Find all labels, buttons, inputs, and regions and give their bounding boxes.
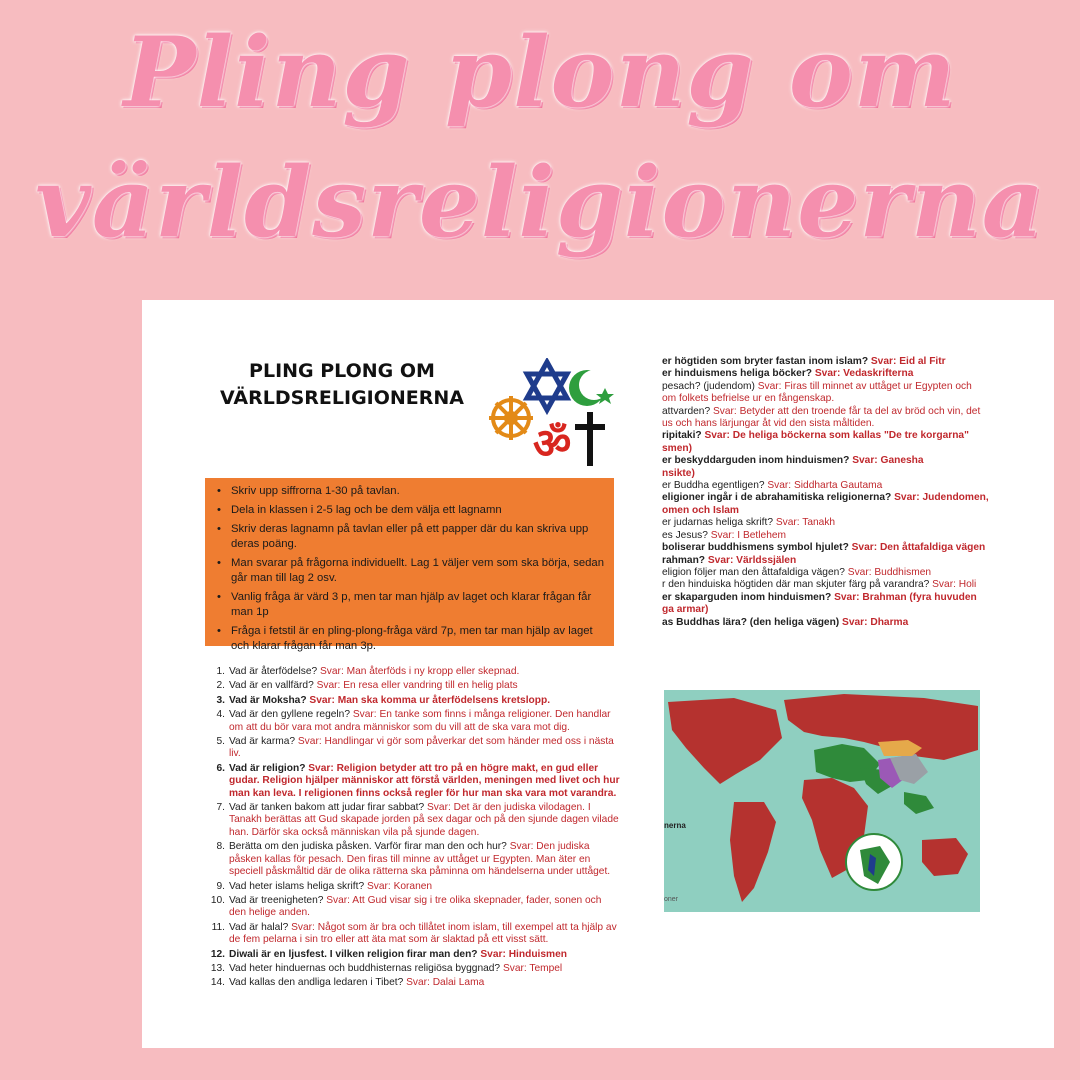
question-text: Vad är Moksha? [229, 694, 310, 706]
question-item [662, 356, 1054, 368]
question-text: eligioner ingår i de abrahamitiska religionerna? [662, 492, 895, 504]
answer-text: Svar: Brahman (fyra huvuden [834, 591, 977, 603]
answer-text: Svar: Ganesha [852, 455, 924, 467]
document-title-line-1: PLING PLONG OM [249, 360, 435, 382]
document-title-line-2: VÄRLDSRELIGIONERNA [219, 387, 465, 409]
instruction-item: • Fråga i fetstil är en pling-plong-fråga värd 7p, men tar man hjälp av laget och klarar frågan får man 3p. [231, 624, 608, 654]
question-number: 10. [210, 894, 225, 906]
question-number: 6. [216, 762, 225, 774]
answer-text: Svar: Siddharta Gautama [767, 480, 883, 492]
map-legend-note: oner [664, 896, 679, 903]
om-icon: ॐ [533, 419, 572, 468]
document-page [142, 300, 1054, 1048]
question-item [205, 695, 620, 707]
crescent-icon [569, 370, 614, 406]
question-number: 14. [210, 977, 225, 989]
answer-text: smen) [662, 442, 693, 454]
question-number: 13. [210, 962, 225, 974]
question-number: 4. [216, 709, 225, 721]
question-item [662, 604, 1054, 616]
header-line-1: Pling plong om [123, 16, 957, 129]
question-text: er hinduismens heliga böcker? [662, 368, 815, 380]
answer-text: Svar: Firas till minnet av uttåget ur Egypten och [757, 380, 972, 392]
question-text: es Jesus? [662, 529, 711, 541]
question-number: 1. [216, 666, 225, 677]
answer-text: Svar: En tanke som finns i många religioner. Den handlar om att du bör vara mot andra människor som du vill att de ska vara mot dig. [229, 709, 611, 733]
instructions-box [205, 478, 614, 652]
question-item [662, 592, 1054, 604]
question-item [662, 530, 1054, 542]
question-item [205, 881, 620, 893]
header-line-2: världsreligionerna [35, 146, 1045, 259]
question-item [205, 666, 620, 678]
question-item [662, 443, 1054, 455]
question-item [662, 368, 1054, 380]
question-item [205, 736, 620, 761]
answer-text: Svar: Vedaskrifterna [814, 368, 914, 380]
question-item [662, 418, 1054, 430]
question-text: Vad är återfödelse? [229, 666, 320, 677]
question-text: Vad är treenigheten? [229, 894, 327, 906]
answer-text: Svar: I Betlehem [710, 529, 787, 541]
answer-text: Svar: Det är den judiska vilodagen. I Tanakh berättas att Gud skapade jorden på sex dagar och på den sjunde dagen vilade han. Därför ska också människan vila på sjunde dagen. [229, 802, 619, 838]
question-item [662, 617, 1054, 629]
document-title [212, 358, 472, 412]
question-number: 11. [211, 921, 225, 933]
question-item [662, 480, 1054, 492]
question-text: ripitaki? [662, 430, 705, 442]
instruction-item: • Dela in klassen i 2-5 lag och be dem välja ett lagnamn [231, 503, 608, 518]
question-item [205, 963, 620, 975]
answer-text: ga armar) [662, 604, 709, 616]
question-text: pesach? (judendom) [662, 380, 758, 392]
religion-symbols-icon [487, 358, 617, 468]
answer-text: Svar: Världssjälen [707, 554, 797, 566]
question-item [205, 709, 620, 734]
answer-text: Svar: Buddhismen [847, 566, 932, 578]
question-text: Vad är tanken bakom att judar firar sabbat? [229, 802, 428, 814]
question-item [662, 393, 1054, 405]
question-text: Diwali är en ljusfest. I vilken religion firar man den? [229, 948, 481, 960]
question-item [205, 802, 620, 839]
map-legend: nerna [664, 821, 686, 830]
answer-text: om folkets befrielse ur en fångenskap. [662, 393, 835, 405]
answer-text: Svar: Holi [932, 579, 977, 591]
question-text: er skaparguden inom hinduismen? [662, 591, 835, 603]
answer-text: Svar: Tempel [502, 962, 563, 974]
answer-text: Svar: Den åttafaldiga vägen [851, 542, 986, 554]
question-text: attvarden? [662, 405, 713, 417]
star-of-david-icon [527, 362, 567, 410]
question-item [662, 381, 1054, 393]
answer-text: Svar: Eid al Fitr [870, 356, 946, 367]
question-item [205, 922, 620, 947]
question-text: Vad är en vallfärd? [229, 680, 317, 692]
answer-text: Svar: Religion betyder att tro på en högre makt, en gud eller gudar. Religion hjälper människor att förstå världen, meningen med livet och hur man kan leva. I religionen finns också regler för hur man ska vara mot varandra. [229, 762, 620, 799]
instruction-item: • Vanlig fråga är värd 3 p, men tar man hjälp av laget och klarar frågan får man 1p [231, 590, 608, 620]
question-text: Vad kallas den andliga ledaren i Tibet? [229, 977, 407, 989]
answer-text: Svar: Hinduismen [480, 948, 567, 960]
question-text: as Buddhas lära? (den heliga vägen) [662, 616, 843, 628]
question-item [205, 680, 620, 692]
world-religions-map [664, 690, 980, 912]
question-text: Berätta om den judiska påsken. Varför firar man den och hur? [229, 841, 510, 853]
answer-text: nsikte) [662, 467, 695, 479]
question-text: er judarnas heliga skrift? [662, 517, 776, 529]
question-text: er Buddha egentligen? [662, 480, 768, 492]
question-item [662, 542, 1054, 554]
answer-text: Svar: Något som är bra och tillåtet inom islam, till exempel att ta hjälp av de fem pelarna i sin tro eller att äta mat som är slaktad på ett visst sätt. [229, 921, 617, 946]
question-item [662, 468, 1054, 480]
question-item [662, 430, 1054, 442]
question-item [205, 977, 620, 989]
answer-text: Svar: Betyder att den troende får ta del av bröd och vin, det [712, 405, 981, 417]
question-number: 8. [216, 841, 225, 853]
answer-text: omen och Islam [662, 504, 739, 516]
question-item [662, 555, 1054, 567]
question-item [662, 567, 1054, 579]
question-list [205, 666, 620, 992]
question-text: eligion följer man den åttafaldiga vägen? [662, 566, 848, 578]
question-item [662, 492, 1054, 504]
dharma-wheel-icon [489, 396, 533, 440]
question-item [205, 895, 620, 920]
question-item [205, 949, 620, 961]
question-item [662, 517, 1054, 529]
question-text: Vad är halal? [229, 921, 292, 933]
question-item [205, 763, 620, 800]
answer-text: Svar: De heliga böckerna som kallas "De tre korgarna" [704, 430, 969, 442]
question-text: Vad heter hinduernas och buddhisternas religiösa byggnad? [229, 962, 503, 974]
question-number: 5. [216, 736, 225, 748]
answer-text: Svar: En resa eller vandring till en helig plats [316, 680, 518, 692]
answer-text: Svar: Tanakh [775, 517, 836, 529]
question-item [662, 579, 1054, 591]
question-number: 2. [216, 680, 225, 692]
question-text: r den hinduiska högtiden där man skjuter färg på varandra? [662, 579, 933, 591]
question-item [662, 505, 1054, 517]
answer-text: Svar: Handlingar vi gör som påverkar det som händer med oss i nästa liv. [229, 736, 614, 760]
question-item [205, 841, 620, 878]
question-number: 9. [216, 880, 225, 892]
question-number: 12. [210, 948, 225, 960]
answer-text: Svar: Att Gud visar sig i tre olika skepnader, fader, sonen och den helige anden. [229, 894, 602, 919]
answer-text: Svar: Den judiska påsken kallas för pesach. Den firas till minne av uttåget ur Egypten. Man äter en speciell påskmåltid där de olika rätterna ska påminna om händelserna under uttåget. [229, 841, 611, 878]
question-text: Vad är religion? [229, 762, 309, 774]
answer-text: us och hans lärjungar åt vid den sista måltiden. [662, 418, 875, 430]
question-number: 3. [216, 694, 225, 706]
answer-text: Svar: Dalai Lama [406, 977, 485, 989]
answer-text: Svar: Judendomen, [894, 492, 989, 504]
question-item [662, 406, 1054, 418]
instruction-item: • Skriv deras lagnamn på tavlan eller på ett papper där du kan skriva upp deras poäng. [231, 522, 608, 552]
cross-icon [575, 412, 605, 466]
question-text: Vad är den gyllene regeln? [229, 709, 353, 721]
question-text: er beskyddarguden inom hinduismen? [662, 455, 853, 467]
answer-text: Svar: Koranen [366, 880, 433, 892]
answer-text: Svar: Man ska komma ur återfödelsens kretslopp. [309, 694, 551, 706]
question-text: Vad är karma? [229, 736, 298, 748]
instruction-item: • Man svarar på frågorna individuellt. Lag 1 väljer vem som ska börja, sedan går man till lag 2 osv. [231, 556, 608, 586]
question-number: 7. [216, 802, 225, 814]
question-item [662, 455, 1054, 467]
question-list-continued [662, 356, 1054, 629]
answer-text: Svar: Man återföds i ny kropp eller skepnad. [320, 666, 520, 677]
question-text: boliserar buddhismens symbol hjulet? [662, 542, 852, 554]
question-text: rahman? [662, 554, 708, 566]
question-text: er högtiden som bryter fastan inom islam? [662, 356, 871, 367]
question-text: Vad heter islams heliga skrift? [229, 880, 367, 892]
instruction-item: • Skriv upp siffrorna 1-30 på tavlan. [231, 484, 608, 499]
answer-text: Svar: Dharma [842, 616, 909, 628]
